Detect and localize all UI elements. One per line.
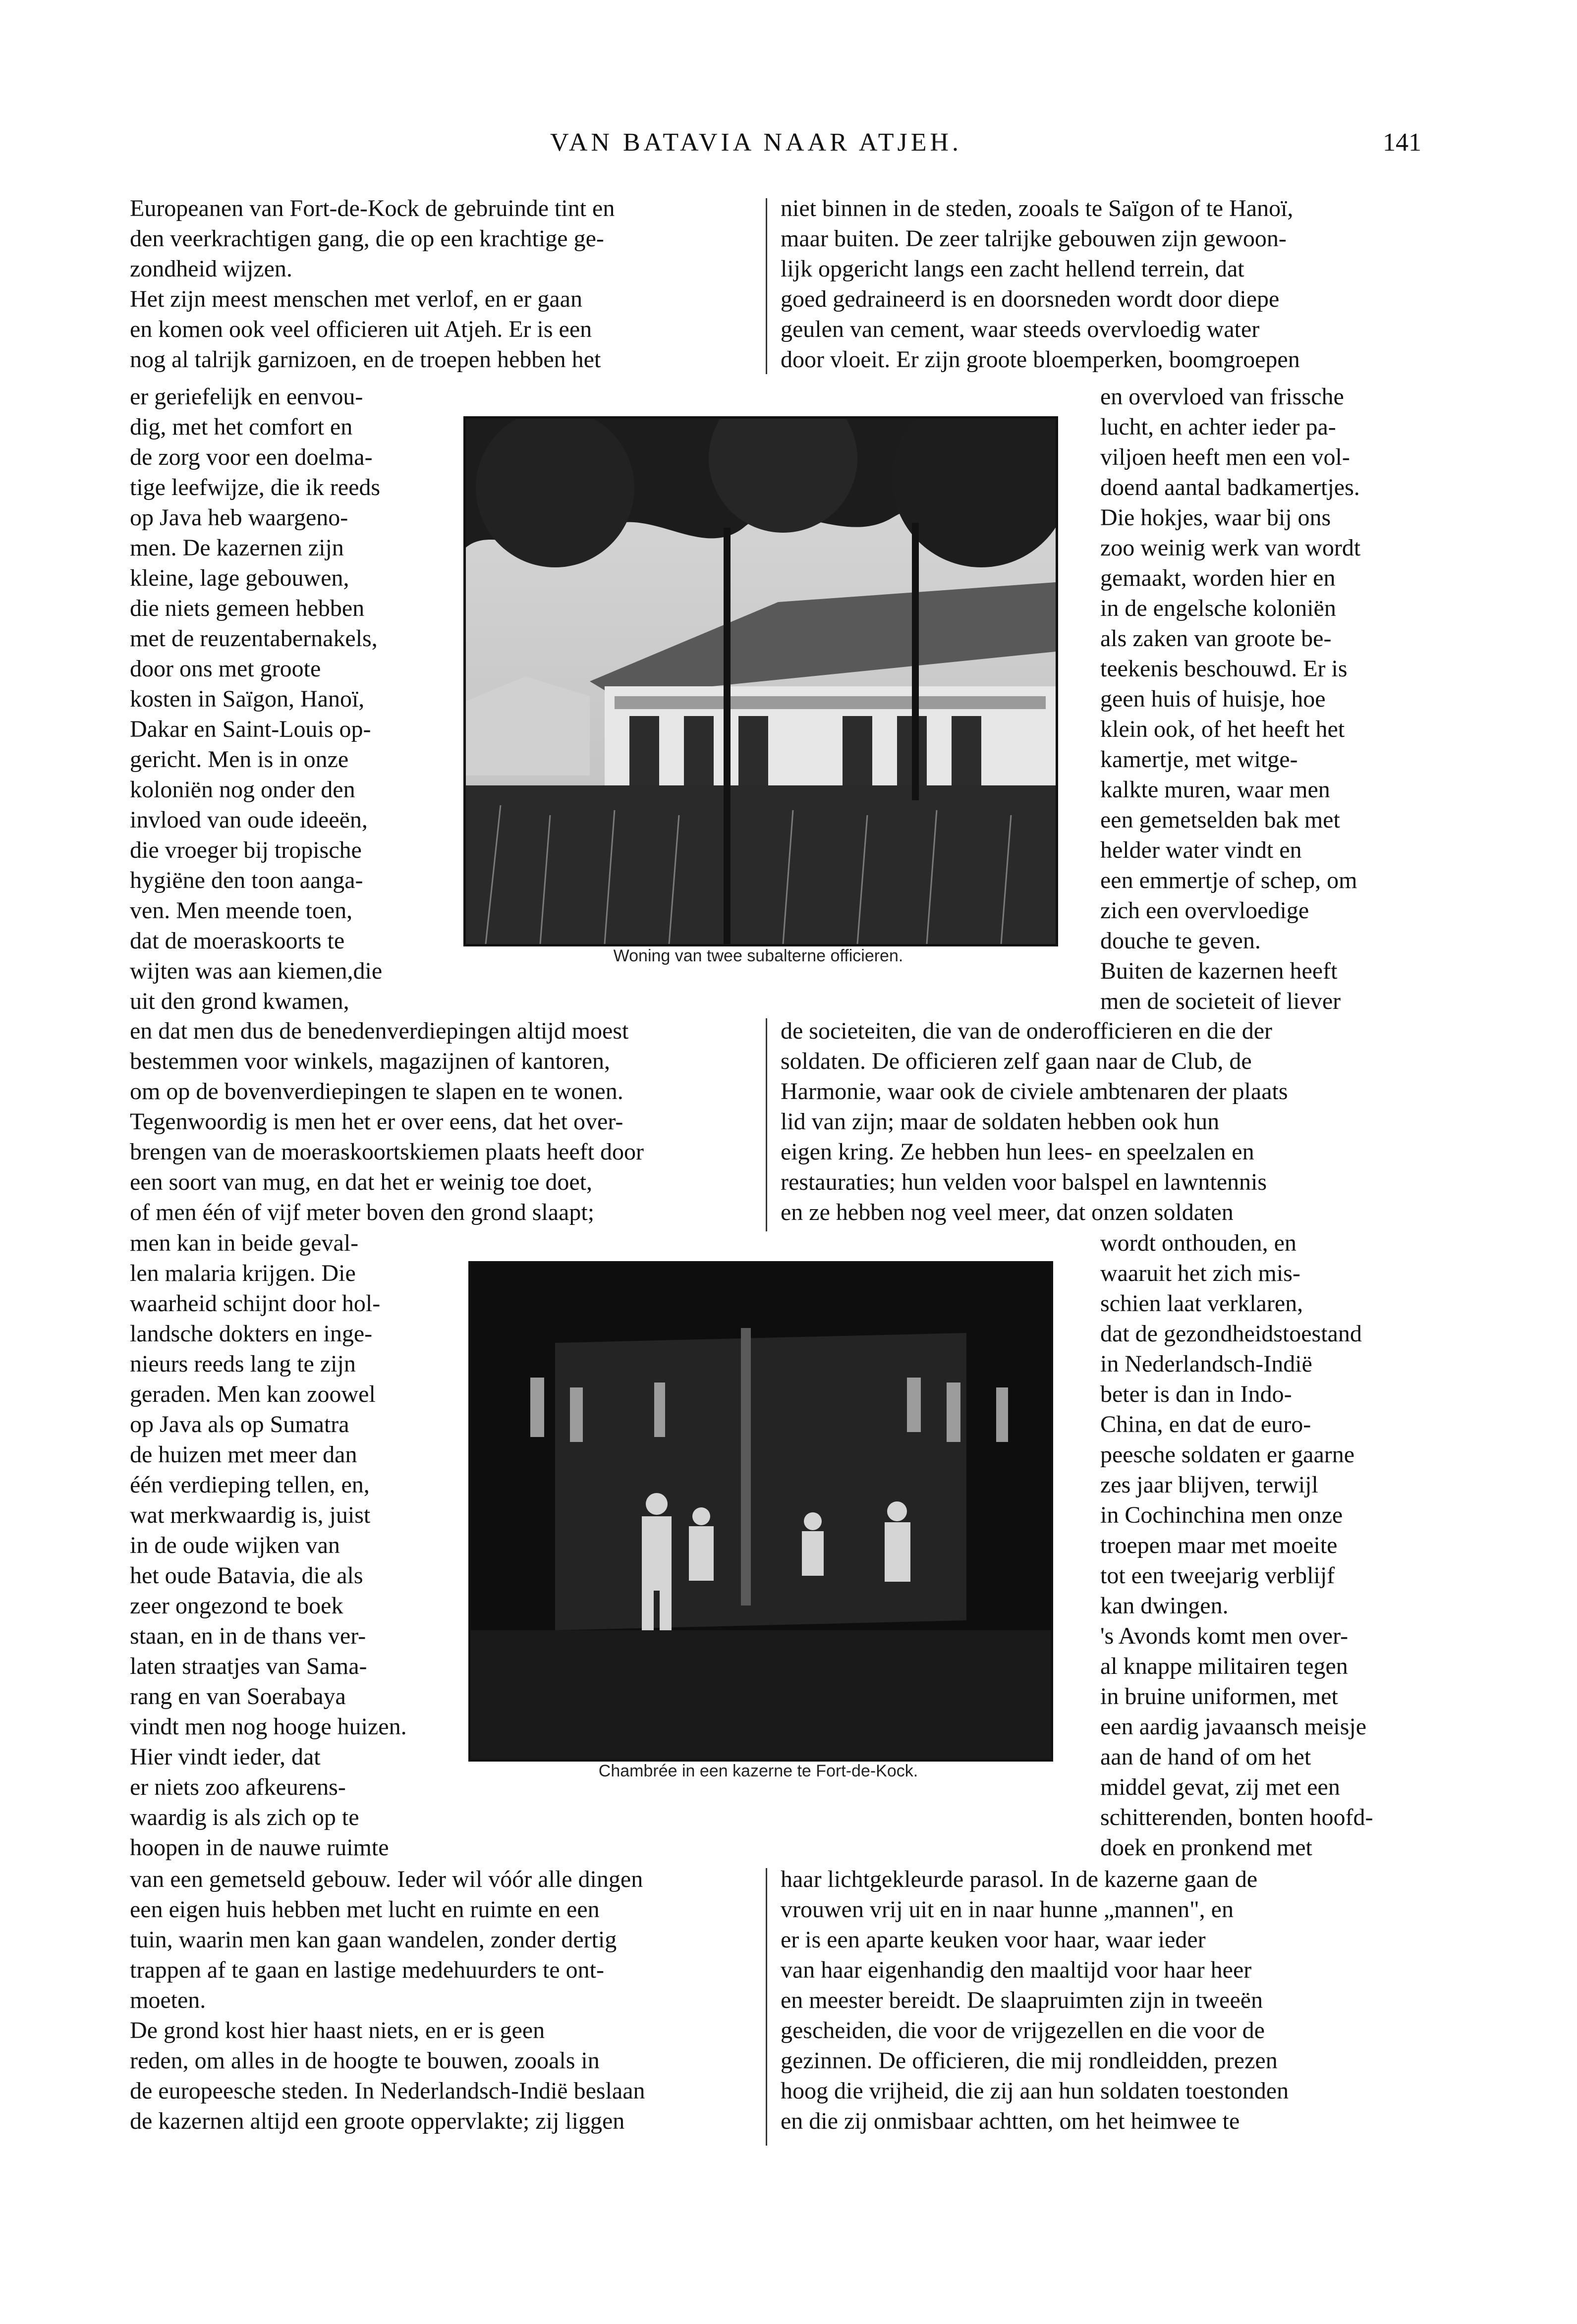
column-rule	[766, 1018, 767, 1231]
figure-caption: Woning van twee subalterne officieren.	[613, 946, 903, 965]
left-text-middle: en dat men dus de benedenverdiepingen altijd moest bestemmen voor winkels, magazijnen of kantoren, om op de bovenverdiepingen te slapen en te wonen. Tegenwoordig is men het er over eens, dat het over- brengen van de moeraskoortskiemen plaats heeft door een soort van mug, en dat het er weinig toe doet, of men één of vijf meter boven den grond slaapt;	[130, 1018, 644, 1225]
figure-caption: Chambrée in een kazerne te Fort-de-Kock.	[598, 1762, 918, 1780]
left-text-bottom: van een gemetseld gebouw. Ieder wil vóór alle dingen een eigen huis hebben met lucht en ruimte en een tuin, waarin men kan gaan wandelen, zonder dertig trappen af te gaan en lastige medehuurders te ont- moeten. De grond kost hier haast niets, en er is geen reden, om alles in de hoogte te bouwen, zooals in de europeesche steden. In Nederlandsch-Indië beslaan de kazernen altijd een groote oppervlakte; zij liggen	[130, 1866, 645, 2134]
column-rule	[766, 1868, 767, 2146]
running-header	[0, 128, 1577, 167]
left-text-beside-photo-1: er geriefelijk en eenvou- dig, met het comfort en de zorg voor een doelma- tige leefwijze, die ik reeds op Java heb waargeno- men. De kazernen zijn kleine, lage gebouwen, die niets gemeen hebben met de reuzentabernakels, door ons met groote kosten in Saïgon, Hanoï, Dakar en Saint-Louis op- gericht. Men is in onze koloniën nog onder den invloed van oude ideeën, die vroeger bij tropische hygiëne den toon aanga- ven. Men meende toen, dat de moeraskoorts te wijten was aan kiemen,die uit den grond kwamen,	[130, 384, 383, 1014]
page-number: 141	[1383, 128, 1421, 157]
right-text-middle: de societeiten, die van de onderofficieren en die der soldaten. De officieren zelf gaan naar de Club, de Harmonie, waar ook de civiele ambtenaren der plaats lid van zijn; maar de soldaten hebben ook hun eigen kring. Ze hebben hun lees- en speelzalen en restauraties; hun velden voor balspel en lawntennis en ze hebben nog veel meer, dat onzen soldaten	[781, 1018, 1288, 1225]
right-text-top: niet binnen in de steden, zooals te Saïgon of te Hanoï, maar buiten. De zeer talrijke gebouwen zijn gewoon- lijk opgericht langs een zacht hellend terrein, dat goed gedraineerd is en doorsneden wordt door diepe geulen van cement, waar steeds overvloedig water door vloeit. Er zijn groote bloemperken, boomgroepen	[781, 195, 1300, 373]
right-text-beside-photo-2: wordt onthouden, en waaruit het zich mis- schien laat verklaren, dat de gezondheidstoestand in Nederlandsch-Indië beter is dan in Indo- China, en dat de euro- peesche soldaten er gaarne zes jaar blijven, terwijl in Cochinchina men onze troepen maar met moeite tot een tweejarig verblijf kan dwingen. 's Avonds komt men over- al knappe militairen tegen in bruine uniformen, met een aardig javaansch meisje aan de hand of om het middel gevat, zij met een schitterenden, bonten hoofd- doek en pronkend met	[1100, 1230, 1373, 1861]
barracks-dormitory-photo	[468, 1261, 1053, 1762]
running-title: VAN BATAVIA NAAR ATJEH.	[550, 128, 962, 157]
left-text-top: Europeanen van Fort-de-Kock de gebruinde tint en den veerkrachtigen gang, die op een krachtige ge- zondheid wijzen. Het zijn meest menschen met verlof, en er gaan en komen ook veel officieren uit Atjeh. Er is een nog al talrijk garnizoen, en de troepen hebben het	[130, 195, 615, 373]
officers-house-photo	[463, 416, 1058, 946]
column-rule	[766, 198, 767, 374]
right-text-bottom: haar lichtgekleurde parasol. In de kazerne gaan de vrouwen vrij uit en in naar hunne „mannen", en er is een aparte keuken voor haar, waar ieder van haar eigenhandig den maaltijd voor haar heer en meester bereidt. De slaapruimten zijn in tweeën gescheiden, die voor de vrijgezellen en die voor de gezinnen. De officieren, die mij rondleidden, prezen hoog die vrijheid, die zij aan hun soldaten toestonden en die zij onmisbaar achtten, om het heimwee te	[781, 1866, 1289, 2134]
right-text-beside-photo-1: en overvloed van frissche lucht, en achter ieder pa- viljoen heeft men een vol- doend aantal badkamertjes. Die hokjes, waar bij ons zoo weinig werk van wordt gemaakt, worden hier en in de engelsche koloniën als zaken van groote be- teekenis beschouwd. Er is geen huis of huisje, hoe klein ook, of het heeft het kamertje, met witge- kalkte muren, waar men een gemetselden bak met helder water vindt en een emmertje of schep, om zich een overvloedige douche te geven. Buiten de kazernen heeft men de societeit of liever	[1100, 384, 1361, 1014]
left-text-beside-photo-2: men kan in beide geval- len malaria krijgen. Die waarheid schijnt door hol- landsche dokters en inge- nieurs reeds lang te zijn geraden. Men kan zoowel op Java als op Sumatra de huizen met meer dan één verdieping tellen, en, wat merkwaardig is, juist in de oude wijken van het oude Batavia, die als zeer ongezond te boek staan, en in de thans ver- laten straatjes van Sama- rang en van Soerabaya vindt men nog hooge huizen. Hier vindt ieder, dat er niets zoo afkeurens- waardig is als zich op te hoopen in de nauwe ruimte	[130, 1230, 407, 1861]
